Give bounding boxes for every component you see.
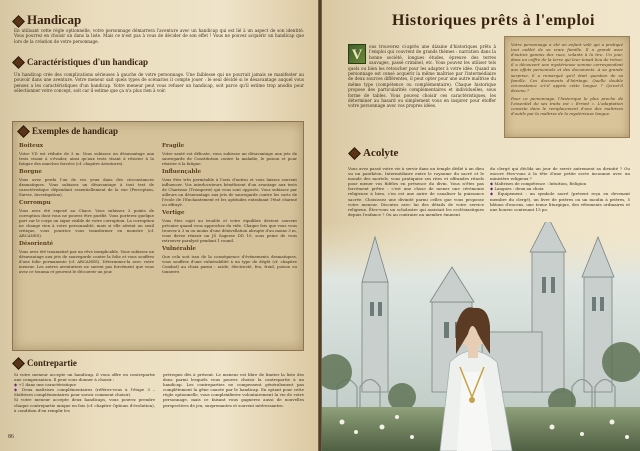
caracteristiques-text: Un handicap crée des complications sérieuses à gauche de votre personnage. Une faiblesse qui ne pourrait jamais se manifester au pouvoir dans une aventure. Votre meneur sait quels types de scénarios il compte jouer : le seul décidé si le désavantage auquel vous pensez a les caractéristiques d'un handicap. Votre meneur peut vous refuser un handicap, soit parce qu'il estime trop anodin pour sélectionner votre concept, soit car il estime que ça n'a plus rien à voir. [14,72,304,94]
example-text: Que cela soit issu de la conséquence d'événements dramatiques, vous souffrez d'une vulnérabilité à un type de dégât (cf. chapitre Combat) au choix parmi : acide, électricité, feu, froid, poison ou tonnerre. [162,254,297,275]
right-page [322,0,640,451]
intro-column [348,44,496,109]
example-name: Fragile [162,143,185,150]
contrepartie-body [14,372,304,413]
sidebar-text: Pour ce personnage, l'historique le plus proche de l'essentiel de ses traits est « Errant ». L'adaptation consiste dans le remplacement d'une des maîtrises d'outils par la maîtrise de la mystérieuse langue. [511,95,623,117]
left-page [0,0,318,451]
handicap-intro: En utilisant cette règle optionnelle, votre personnage démarrera l'aventure avec un handicap qui est lié à un aspect de son identité. Vous pourrez en choisir un dans la liste. Mais ce n'est pas à vous de décider de son effet ! Vous ne pouvez acquérir un handicap que lors de la création de votre personnage. [14,28,304,44]
example-text: Votre VD est réduite de 3 m. Vous subissez un désavantage aux tests visant à s'évader, ainsi qu'aux tests visant à résister à la fatigue des marches forcées (cf. chapitre Aventures). [19,151,154,167]
example-name: Influençable [162,169,202,176]
section-emblem-icon [12,57,25,70]
acolyte-details [490,166,630,212]
list-item: ◆ Maîtrises de compétence : Intuition, Religion [490,181,587,187]
list-item: ◆ Équipement : un symbole sacré (présent reçu en devenant membre du clergé), un livre de prières ou un moulin à prières, 5 bâtons d'encens, une tenue liturgique, des vêtements ordinaires et une bourse contenant 15 po. [490,191,630,212]
section-emblem-icon [348,147,361,160]
bullet-icon: ◆ [490,181,494,187]
example-name: Désorienté [19,241,54,248]
example-text: Vous êtes sujet au trouble et votre équilibre devient souvent précaire quand vous approchez du vide. Chaque fois que vous vous trouvez à 3 m ou moins d'une dénivellation abrupte d'au moins 3 m, vous devez réussir un JS Sagesse DD 10, sous peine de vous retrouver paralysé pendant 1 round. [162,218,297,244]
examples-column-left [19,140,154,274]
contrepartie-text: Si votre meneur accepte un handicap, il vous offre en contrepartie une compensation. Il peut vous donner à choisir : [14,372,155,383]
sidebar-text: Votre personnage a été un enfant volé qui a pratiqué tout oublié de sa vraie famille. Il a grandi avec d'autres gamins des rues, volants à la tire. Un jour, dans un coffre de la terre qui leur tenait lieu de trésor, il a découvert une mystérieuse somme correspondant aux effets personnels et des documents. A sa grande surprise, il a remarqué qu'il était question de sa famille. Ces documents d'héritage. Quelle double circonstance a-t-il appris cette langue ? Qu'est-il devenu ? [511,42,623,93]
sidebar-note [504,36,630,138]
list-item: ◆ Langues : deux au choix [490,186,544,192]
page-title: Historiques prêts à l'emploi [392,12,595,29]
example-text: Vous avez été traumatisé par un rêve inexplicable. Vous subissez un désavantage aux jets de sauvegarde contre la folie et vous souffrez d'une folie permanente (cf. ARCANES). Déterminez-la avec votre meneur. Les autres aventuriers ne savent pas forcément que vous avez ce trauma et peuvent le découvrir un jour. [19,249,154,275]
contrepartie-heading: Contrepartie [14,358,77,368]
example-text: Vous êtes très perméable à l'avis d'autrui et vous laissez souvent influencer. Vos interlocuteurs bénéficient d'un avantage aux tests de Charisme (Tromperie) qui vous sont opposés. Vous subissez par ailleurs un désavantage aux jets de sauvegarde contre les sorts de l'école de l'Enchantement et les aptitudes entraînant l'état charmé ou effrayé. [162,177,297,208]
acolyte-text: Vous avez passé votre vie à servir dans un temple dédié à un dieu ou un panthéon. Intermédiaire entre le royaume du sacré et le monde des mortels, vous pratiquiez ses rites et offrandes rituels pour mener vos fidèles en présence du divin. Vous n'êtes pas forcément prêtre : c'est une chose de mener une cérémonie religieuse à bien, c'en est une autre de canaliser la puissance sacrée. Choisissez une divinité parmi celles que vous proposez votre meneur. Discutez avec lui des détails de votre service religieux. Êtes-vous un scholastre qui assistait les ecclésiastiques depuis l'enfance ? Ou au contraire un membre éminent [348,166,484,217]
example-name: Corrompu [19,200,51,207]
handicap-heading: Handicap [14,12,81,28]
caracteristiques-heading: Caractéristiques d'un handicap [14,57,148,67]
bullet-icon: ◆ [14,387,19,393]
example-name: Vertige [162,210,185,217]
bullet-icon: ◆ [490,186,494,192]
bullet-icon: ◆ [490,191,495,197]
section-emblem-icon [12,358,25,371]
acolyte-text: du clergé qui déclda un jour de servir autrement sa divinité ? Ou encore êtes-vous à la tête d'une petite secte inconnue avec un ministère religieux ? [490,166,630,182]
acolyte-illustration [322,222,640,451]
examples-box [12,121,304,351]
page-number: 86 [8,434,14,440]
list-item: ◆ +1 dans une caractéristique [14,382,76,388]
example-text: Vous avez perdu l'un de vos yeux dans des circonstances dramatiques. Vous subissez un désavantage à tout test de caractéristique dépendant essentiellement de la vue (Perception, Survie, Investigation). [19,177,154,198]
example-text: Votre santé est délicate, vous subissez un désavantage aux jets de sauvegarde de Constitution contre la maladie, le poison et pour résister à la fatigue. [162,151,297,167]
contrepartie-text: Si votre meneur accepte deux handicaps, vous pouvez prendre chaque contrepartie unique en fois (cf. chapitre Options d'évolution), à condition d'en remplir les [14,397,155,413]
section-emblem-icon [17,126,30,139]
example-name: Vulnérable [162,246,196,253]
drop-cap: V [348,44,366,64]
contrepartie-text: prérequis dès à présent. Le meneur est libre de limiter la liste des dons parmi lesquels vous pouvez choisir la contrepartie à un handicap. Les contreparties ne compensent généralement pas complètement la gêne causée par le handicap. En optant pour cette règle optionnelle, vous complexifierez volontairement la vie de votre personnage, mais ce faisant vous gagnerez aussi de nouvelles perspectives de jeu, surprenantes et souvent intéressantes. [163,372,304,408]
examples-heading: Exemples de handicap [19,126,297,136]
intro-text: ous trouverez ci-après une dizaine d'historiques prêts à l'emploi qui couvrent de grands thèmes : narration dans la bonne société, longues études, épreuve des terres sauvages, passé criminel, etc. Vous pouvez les utiliser tels quels ou bien les retoucher pour les adapter à votre idée. Quand un personnage est censé acquérir la même maîtrise par l'intermédiaire de deux sources différentes, il peut opter pour une autre maîtrise du même type (compétence ou complémentaire). Chaque historique propose des particularités complémentaires et individuelles, sous forme de tables. Vous pouvez choisir ces caractéristiques, les déterminer au hasard ou simplement vous en inspirer pour étoffer votre personnage avec vos propres idées. [348,44,496,109]
list-item: ◆ Deux maîtrises complémentaires (référez-vous à l'étape 3 – Maîtrises complémentaires pour savoir comment choisir). [14,387,156,398]
bullet-icon: ◆ [14,382,18,388]
example-text: Vous avez été exposé au Chaos. Vous subissez 3 points de corruption dont vous ne pouvez être purifié. Vous porterez quelque part sur le corps un signe visible de votre corruption. La corruption ne change rien à votre personnalité, mais si elle atteint un seuil critique, vous pourriez vous transformer en monstre (cf. ARCANES). [19,208,154,239]
examples-column-right [162,140,297,274]
example-name: Boiteux [19,143,44,150]
section-emblem-icon [12,15,25,28]
example-name: Borgne [19,169,42,176]
acolyte-heading: Acolyte [350,147,398,159]
